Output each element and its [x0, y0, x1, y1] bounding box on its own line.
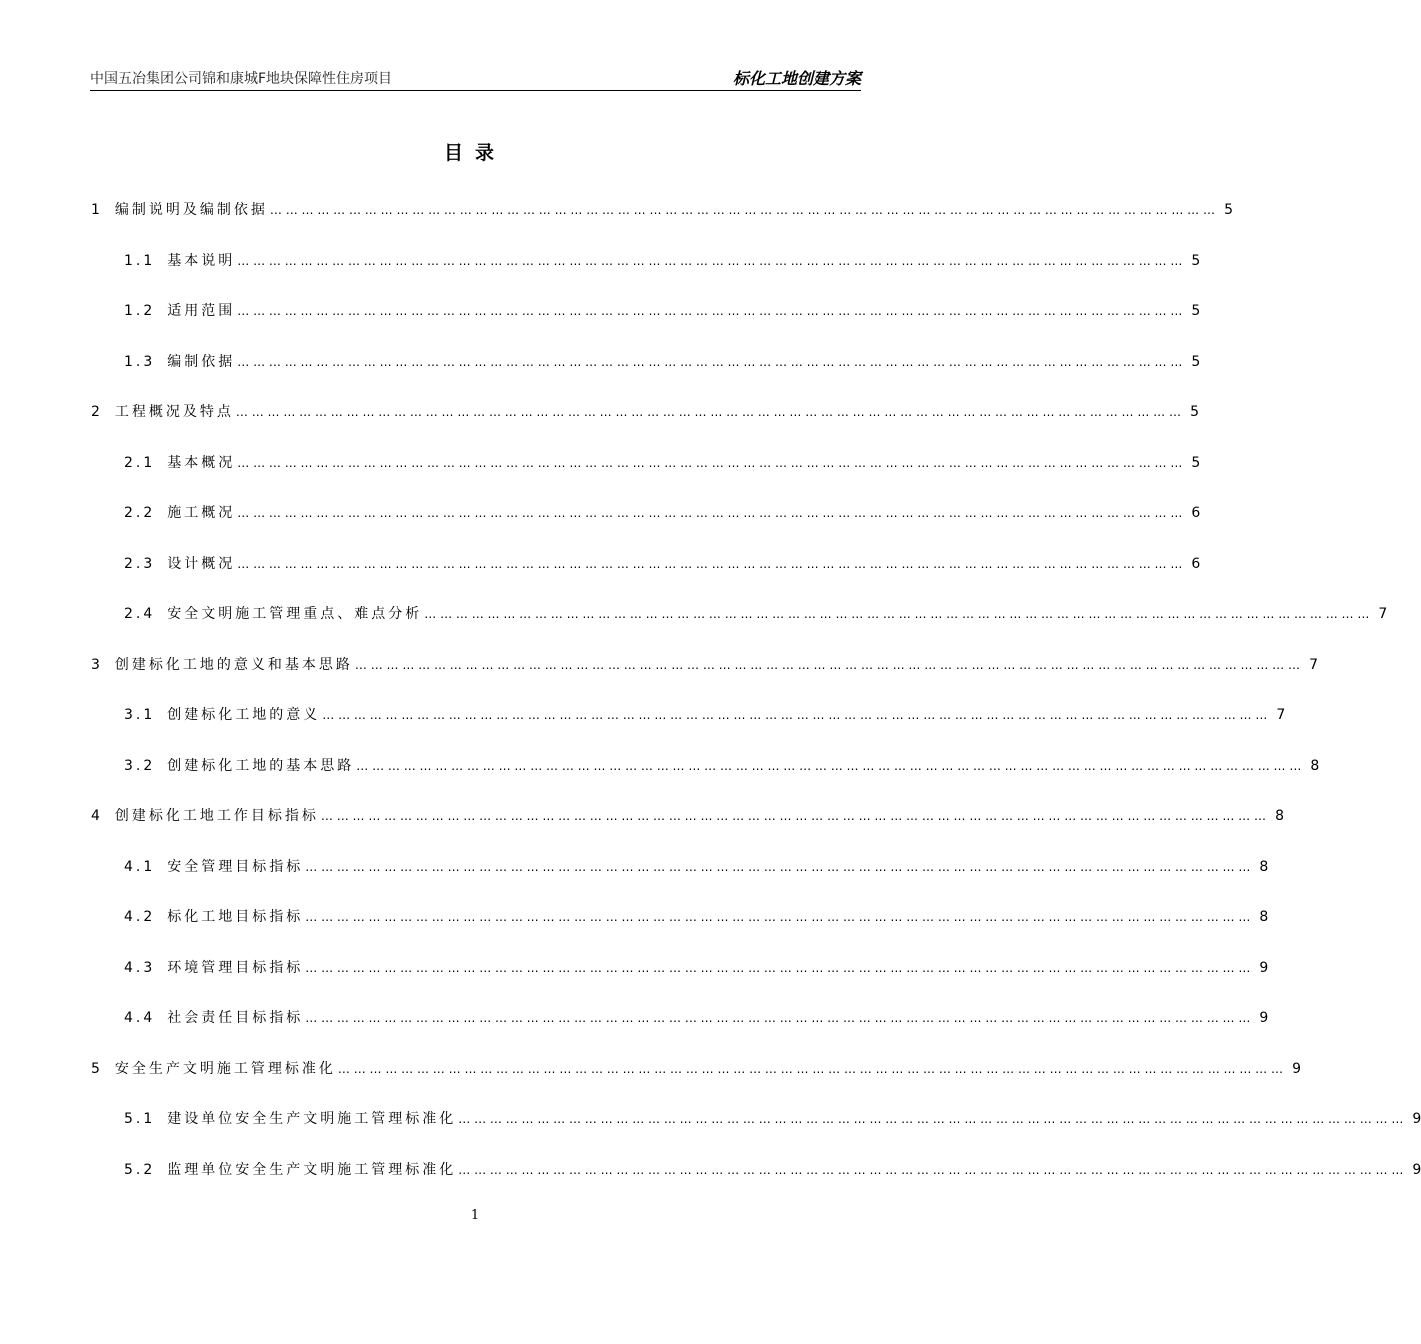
toc-entry-number: 4.2 — [124, 909, 156, 925]
toc-entry-page: 5 — [1190, 404, 1199, 420]
toc-leader-dots: … … … … … … … … … … … … … … … … … … … … … … … … … … … … … … … … … … … … … … … … … … … … … … … … … … … … … … … … … … … … — [237, 354, 1183, 369]
toc-entry[interactable] — [124, 957, 1269, 979]
toc-entry[interactable] — [124, 704, 1286, 726]
toc-entry-number: 2.4 — [124, 606, 156, 622]
toc-entry[interactable] — [124, 452, 1201, 474]
toc-entry-page: 8 — [1310, 757, 1320, 774]
page-number: 1 — [470, 1208, 480, 1223]
toc-leader-dots: … … … … … … … … … … … … … … … … … … … … … … … … … … … … … … … … … … … … … … … … … … … … … … … … … … … … … … … … … … … … — [458, 1112, 1404, 1126]
toc-entry-page: 5 — [1191, 454, 1201, 471]
toc-entry-title: 社会责任目标指标 — [167, 1010, 304, 1026]
toc-entry-title: 环境管理目标指标 — [167, 959, 304, 976]
toc-entry-number: 4.3 — [124, 959, 156, 976]
toc-entry-page: 5 — [1191, 252, 1201, 269]
toc-entry-title: 适用范围 — [167, 303, 236, 319]
toc-leader-dots: … … … … … … … … … … … … … … … … … … … … … … … … … … … … … … … … … … … … … … … … … … … … … … … … … … … … … … … … … … … … — [237, 455, 1183, 470]
toc-entry-title: 标化工地目标指标 — [167, 909, 304, 925]
toc-entry-title: 工程概况及特点 — [114, 404, 234, 420]
toc-entry-number: 1.2 — [124, 303, 156, 319]
toc-entry-number: 2.3 — [124, 555, 156, 572]
toc-entry-title: 创建标化工地工作目标指标 — [114, 808, 319, 824]
toc-entry-page: 6 — [1191, 555, 1201, 572]
toc-entry-page: 9 — [1292, 1060, 1301, 1077]
toc-leader-dots: … … … … … … … … … … … … … … … … … … … … … … … … … … … … … … … … … … … … … … … … … … … … … … … … … … … … … … … … … … … … — [424, 607, 1370, 621]
toc-entry-number: 4 — [91, 808, 103, 824]
toc-title: 目录 — [443, 142, 506, 164]
toc-entry-page: 9 — [1412, 1111, 1421, 1127]
toc-entry-number: 5.2 — [124, 1161, 156, 1178]
toc-entry[interactable] — [124, 1108, 1421, 1130]
toc-entry-number: 3 — [91, 656, 103, 673]
toc-entry-number: 1.1 — [124, 252, 156, 269]
toc-leader-dots: … … … … … … … … … … … … … … … … … … … … … … … … … … … … … … … … … … … … … … … … … … … … … … … … … … … … … … … … … … … … — [237, 253, 1183, 268]
toc-entry-title: 编制依据 — [167, 353, 236, 370]
toc-entry-page: 9 — [1259, 959, 1269, 976]
toc-entry-title: 创建标化工地的意义和基本思路 — [114, 656, 353, 673]
toc-entry-page: 5 — [1191, 353, 1201, 370]
toc-entry-page: 8 — [1259, 909, 1269, 925]
toc-entry[interactable] — [124, 1159, 1421, 1181]
toc-entry-number: 2.1 — [124, 454, 156, 471]
toc-entry-page: 8 — [1259, 858, 1269, 875]
toc-entry-title: 基本说明 — [167, 252, 236, 269]
toc-entry-page: 9 — [1412, 1161, 1421, 1178]
toc-entry-title: 基本概况 — [167, 454, 236, 471]
toc-entry-number: 5.1 — [124, 1111, 156, 1127]
toc-entry-title: 安全管理目标指标 — [167, 858, 304, 875]
toc-entry[interactable] — [124, 1007, 1269, 1029]
toc-leader-dots: … … … … … … … … … … … … … … … … … … … … … … … … … … … … … … … … … … … … … … … … … … … … … … … … … … … … … … … … … … … … — [458, 1162, 1404, 1177]
toc-entry[interactable] — [124, 755, 1320, 777]
toc-entry-title: 安全生产文明施工管理标准化 — [114, 1060, 336, 1077]
toc-entry[interactable] — [91, 401, 1199, 423]
toc-entry-title: 编制说明及编制依据 — [114, 202, 268, 218]
toc-entry-number: 2 — [91, 404, 103, 420]
toc-leader-dots: … … … … … … … … … … … … … … … … … … … … … … … … … … … … … … … … … … … … … … … … … … … … … … … … … … … … … … … … … … … … — [237, 506, 1183, 520]
toc-entry-number: 1.3 — [124, 353, 156, 370]
toc-entry-title: 创建标化工地的基本思路 — [167, 757, 355, 774]
toc-entry-title: 设计概况 — [167, 555, 236, 572]
toc-entry[interactable] — [124, 351, 1201, 373]
toc-entry-title: 安全文明施工管理重点、难点分析 — [167, 606, 423, 622]
toc-leader-dots: … … … … … … … … … … … … … … … … … … … … … … … … … … … … … … … … … … … … … … … … … … … … … … … … … … … … … … … … … … … … — [305, 1011, 1251, 1025]
toc-entry[interactable] — [124, 856, 1269, 878]
toc-leader-dots: … … … … … … … … … … … … … … … … … … … … … … … … … … … … … … … … … … … … … … … … … … … … … … … … … … … … … … … … … … … … — [320, 809, 1266, 823]
toc-entry-number: 1 — [91, 202, 103, 218]
toc-entry[interactable] — [124, 502, 1201, 524]
toc-leader-dots: … … … … … … … … … … … … … … … … … … … … … … … … … … … … … … … … … … … … … … … … … … … … … … … … … … … … … … … … … … … … — [356, 758, 1302, 773]
toc-entry[interactable] — [124, 250, 1201, 272]
toc-entry-title: 监理单位安全生产文明施工管理标准化 — [167, 1161, 457, 1178]
toc-entry-title: 施工概况 — [167, 505, 236, 521]
toc-entry-title: 建设单位安全生产文明施工管理标准化 — [167, 1111, 457, 1127]
toc-entry-page: 5 — [1224, 202, 1233, 218]
toc-entry-page: 5 — [1191, 303, 1201, 319]
toc-leader-dots: … … … … … … … … … … … … … … … … … … … … … … … … … … … … … … … … … … … … … … … … … … … … … … … … … … … … … … … … … … … … — [305, 910, 1251, 924]
toc-entry[interactable] — [91, 805, 1284, 827]
toc-entry[interactable] — [91, 654, 1318, 676]
toc-leader-dots: … … … … … … … … … … … … … … … … … … … … … … … … … … … … … … … … … … … … … … … … … … … … … … … … … … … … … … … … … … … … — [354, 657, 1300, 672]
toc-entry[interactable] — [124, 553, 1201, 575]
toc-leader-dots: … … … … … … … … … … … … … … … … … … … … … … … … … … … … … … … … … … … … … … … … … … … … … … … … … … … … … … … … … … … … — [237, 304, 1183, 318]
toc-entry-page: 6 — [1191, 505, 1201, 521]
toc-entry-number: 3.1 — [124, 707, 156, 723]
header-doc-title: 标化工地创建方案 — [732, 69, 861, 88]
toc-entry[interactable] — [91, 199, 1233, 221]
toc-entry-number: 3.2 — [124, 757, 156, 774]
toc-entry[interactable] — [124, 906, 1269, 928]
toc-entry-number: 5 — [91, 1060, 103, 1077]
toc-leader-dots: … … … … … … … … … … … … … … … … … … … … … … … … … … … … … … … … … … … … … … … … … … … … … … … … … … … … … … … … … … … … — [237, 556, 1183, 571]
toc-entry[interactable] — [124, 603, 1388, 625]
toc-entry-number: 4.4 — [124, 1010, 156, 1026]
toc-entry-page: 7 — [1276, 707, 1286, 723]
toc-entry-number: 4.1 — [124, 858, 156, 875]
toc-entry-page: 7 — [1309, 656, 1318, 673]
toc-leader-dots: … … … … … … … … … … … … … … … … … … … … … … … … … … … … … … … … … … … … … … … … … … … … … … … … … … … … … … … … … … … … — [305, 960, 1251, 975]
toc-entry-number: 2.2 — [124, 505, 156, 521]
toc-leader-dots: … … … … … … … … … … … … … … … … … … … … … … … … … … … … … … … … … … … … … … … … … … … … … … … … … … … … … … … … … … … … — [235, 405, 1181, 419]
toc-leader-dots: … … … … … … … … … … … … … … … … … … … … … … … … … … … … … … … … … … … … … … … … … … … … … … … … … … … … … … … … … … … … — [337, 1061, 1283, 1076]
toc-entry[interactable] — [124, 300, 1201, 322]
toc-entry-title: 创建标化工地的意义 — [167, 707, 321, 723]
toc-entry[interactable] — [91, 1058, 1301, 1080]
toc-leader-dots: … … … … … … … … … … … … … … … … … … … … … … … … … … … … … … … … … … … … … … … … … … … … … … … … … … … … … … … … … … … … — [305, 859, 1251, 874]
toc-leader-dots: … … … … … … … … … … … … … … … … … … … … … … … … … … … … … … … … … … … … … … … … … … … … … … … … … … … … … … … … … … … … — [322, 708, 1268, 722]
page-header — [90, 64, 861, 91]
toc-leader-dots: … … … … … … … … … … … … … … … … … … … … … … … … … … … … … … … … … … … … … … … … … … … … … … … … … … … … … … … … … … … … — [269, 203, 1215, 217]
header-project-name: 中国五冶集团公司锦和康城F地块保障性住房项目 — [90, 71, 393, 87]
toc-entry-page: 7 — [1378, 606, 1388, 622]
toc-entry-page: 9 — [1259, 1010, 1269, 1026]
toc-entry-page: 8 — [1275, 808, 1284, 824]
